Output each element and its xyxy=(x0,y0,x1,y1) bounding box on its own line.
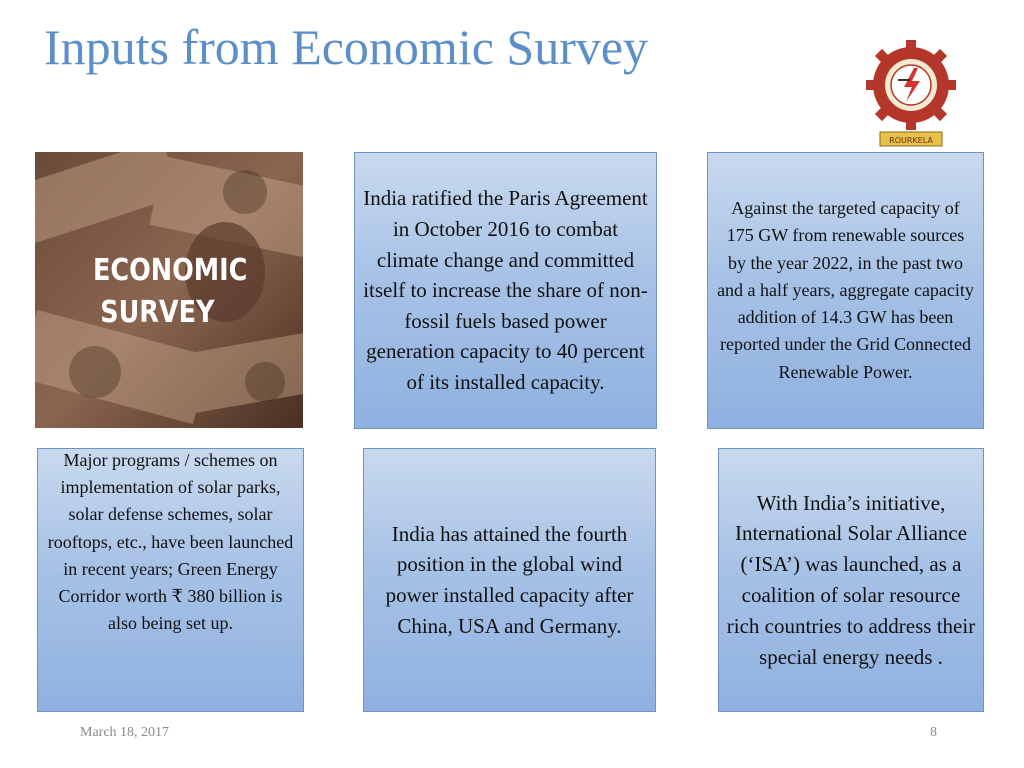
solar-alliance-text: With India’s initiative, International Solar Alliance (‘ISA’) was launched, as a coalition of solar resource rich countries to address their special energy needs . xyxy=(726,490,976,669)
logo-bottom-text: ROURKELA xyxy=(889,136,933,145)
renewable-capacity-text: Against the targeted capacity of 175 GW from renewable sources by the year 2022, in the past two and a half years, aggregate capacity addition of 14.3 GW has been reported under the Grid Connected Renewable Power. xyxy=(717,197,974,382)
paris-agreement-text: India ratified the Paris Agreement in October 2016 to combat climate change and committed itself to increase the share of non-fossil fuels based power generation capacity to 40 percent of its installed capacity. xyxy=(363,186,648,394)
image-text-line2: SURVEY xyxy=(100,293,215,330)
slide-date: March 18, 2017 xyxy=(80,725,170,740)
wind-power-box xyxy=(363,448,656,712)
paris-agreement-box xyxy=(354,152,657,429)
slide-title: Inputs from Economic Survey xyxy=(44,19,649,75)
wind-power-text: India has attained the fourth position in the global wind power installed capacity after China, USA and Germany. xyxy=(385,521,634,638)
economic-survey-image xyxy=(35,152,303,428)
renewable-capacity-box xyxy=(707,152,984,429)
solar-programs-box xyxy=(37,448,304,712)
institute-logo xyxy=(866,40,956,152)
nit-rourkela-emblem-icon xyxy=(866,40,956,152)
image-text-line1: ECONOMIC xyxy=(92,251,248,288)
solar-alliance-box xyxy=(718,448,984,712)
solar-programs-text: Major programs / schemes on implementation of solar parks, solar defense schemes, solar rooftops, etc., have been launched in recent years; Green Energy Corridor worth ₹ 380 billion is also being set up. xyxy=(47,450,294,634)
slide-page-number: 8 xyxy=(930,725,937,740)
